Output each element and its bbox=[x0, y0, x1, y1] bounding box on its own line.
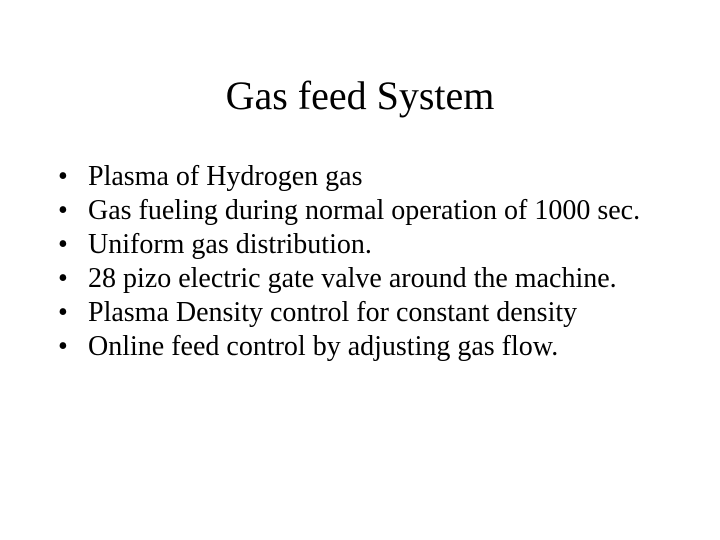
bullet-text: Gas fueling during normal operation of 1000 sec. bbox=[88, 195, 641, 226]
bullet-item bbox=[58, 262, 678, 296]
bullet-dot-icon: • bbox=[58, 161, 68, 192]
bullet-item bbox=[58, 296, 678, 330]
slide-title: Gas feed System bbox=[225, 73, 495, 118]
bullet-dot-icon: • bbox=[58, 263, 68, 294]
bullet-item bbox=[58, 228, 678, 262]
bullet-text: 28 pizo electric gate valve around the machine. bbox=[88, 263, 617, 294]
bullet-dot-icon: • bbox=[58, 297, 68, 328]
bullet-list bbox=[58, 160, 678, 364]
bullet-item bbox=[58, 330, 678, 364]
bullet-dot-icon: • bbox=[58, 195, 68, 226]
bullet-item bbox=[58, 194, 678, 228]
bullet-text: Online feed control by adjusting gas flow. bbox=[88, 331, 559, 362]
bullet-dot-icon: • bbox=[58, 229, 68, 260]
bullet-text: Plasma of Hydrogen gas bbox=[88, 161, 363, 192]
bullet-dot-icon: • bbox=[58, 331, 68, 362]
bullet-text: Uniform gas distribution. bbox=[88, 229, 372, 260]
bullet-text: Plasma Density control for constant density bbox=[88, 297, 578, 328]
bullet-item bbox=[58, 160, 678, 194]
